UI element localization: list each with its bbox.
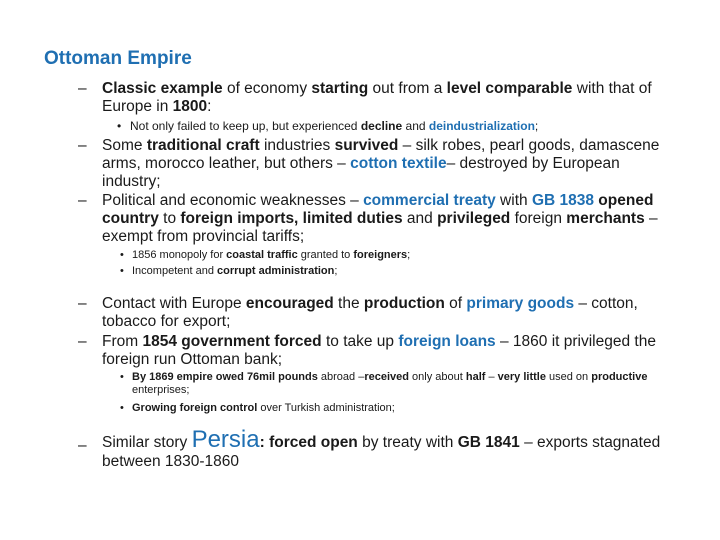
text-strong: production — [363, 295, 445, 312]
text-highlight: foreign loans — [398, 333, 496, 350]
text: only about — [408, 371, 466, 383]
dash-marker: – — [78, 333, 87, 350]
text: From — [102, 333, 143, 350]
text-strong: 1800 — [172, 98, 208, 115]
text: ; — [534, 119, 539, 133]
text: over Turkish administration; — [257, 402, 395, 414]
text-highlight: cotton textile — [350, 155, 447, 172]
text: – exports stagnated between 1830-1860 — [102, 434, 661, 470]
text-strong: half — [465, 371, 486, 383]
text-strong: 1854 government forced — [142, 333, 322, 350]
text: ; — [407, 249, 411, 261]
text-strong: level comparable — [446, 80, 573, 97]
text: – 1860 it privileged the foreign run Ottoman bank; — [102, 333, 656, 368]
dash-marker: – — [78, 437, 87, 454]
text: – exempt from provincial tariffs; — [102, 210, 658, 245]
text-strong: Growing foreign control — [132, 402, 258, 414]
text-strong: merchants — [566, 210, 645, 227]
text-strong: privileged — [437, 210, 511, 227]
text: 1856 monopoly for — [132, 249, 227, 261]
point-traditional-craft — [78, 137, 682, 191]
point-classic-example — [78, 80, 682, 116]
dash-marker: – — [78, 80, 87, 97]
text: Contact with Europe — [102, 295, 246, 312]
text: and — [402, 119, 429, 133]
subpoint-corrupt-administration — [120, 265, 692, 278]
text-highlight: GB 1838 — [531, 192, 594, 209]
text: the — [333, 295, 364, 312]
text: by treaty with — [357, 434, 458, 451]
text-highlight: deindustrialization — [428, 119, 535, 133]
text: of economy — [222, 80, 312, 97]
text: – cotton, tobacco for export; — [102, 295, 638, 330]
bullet-marker: • — [120, 371, 124, 383]
text: Incompetent and — [132, 265, 218, 277]
text: Political and economic weaknesses – — [102, 192, 364, 209]
text-strong: received — [364, 371, 409, 383]
subpoint-empire-debt — [120, 371, 682, 397]
text: out from a — [368, 80, 447, 97]
text-strong: starting — [311, 80, 369, 97]
text: – destroyed by European industry; — [102, 155, 620, 190]
persia-highlight: Persia — [191, 426, 260, 453]
text-strong: opened country — [102, 192, 654, 227]
text: – — [485, 371, 498, 383]
text-strong: foreign imports, limited duties — [180, 210, 403, 227]
dash-marker: – — [78, 295, 87, 312]
text-strong: productive — [591, 371, 648, 383]
text: to — [158, 210, 181, 227]
text: abroad – — [317, 371, 365, 383]
text-strong: survived — [334, 137, 399, 154]
dash-marker: – — [78, 192, 87, 209]
text: enterprises; — [132, 384, 190, 396]
text: industries — [259, 137, 335, 154]
text: foreign — [510, 210, 567, 227]
text: Not only failed to keep up, but experienced — [130, 119, 361, 133]
text-strong: : — [259, 434, 270, 451]
point-persia — [78, 426, 682, 471]
text-strong: decline — [360, 119, 403, 133]
text-strong: coastal traffic — [226, 249, 298, 261]
text: – silk robes, pearl goods, damascene arms, morocco leather, but others – — [102, 137, 660, 172]
text-highlight: primary goods — [466, 295, 575, 312]
point-foreign-loans — [78, 333, 682, 369]
point-contact-europe — [78, 295, 682, 331]
text: Some — [102, 137, 147, 154]
text: to take up — [321, 333, 399, 350]
slide-title: Ottoman Empire — [44, 48, 192, 69]
text-strong: Classic example — [102, 80, 223, 97]
text-strong: forced open — [269, 434, 358, 451]
text: and — [402, 210, 438, 227]
text-highlight: commercial treaty — [363, 192, 496, 209]
text-strong: foreigners — [353, 249, 408, 261]
bullet-marker: • — [120, 249, 124, 261]
text: Similar story — [102, 434, 192, 451]
text-strong: very little — [497, 371, 546, 383]
text-strong: encouraged — [245, 295, 334, 312]
subpoint-foreign-control — [120, 402, 692, 415]
point-political-weaknesses — [78, 192, 682, 246]
text: used on — [545, 371, 592, 383]
text: of — [444, 295, 467, 312]
text-strong: traditional craft — [146, 137, 260, 154]
dash-marker: – — [78, 137, 87, 154]
text-strong: corrupt administration — [217, 265, 335, 277]
bullet-marker: • — [117, 119, 122, 133]
subpoint-coastal-monopoly — [120, 249, 692, 262]
text: ; — [334, 265, 338, 277]
text: : — [207, 98, 212, 115]
text-strong: By 1869 empire owed 76mil pounds — [132, 371, 318, 383]
text-strong: GB 1841 — [457, 434, 520, 451]
bullet-marker: • — [120, 402, 124, 414]
subpoint-decline — [117, 119, 690, 133]
text: with that of Europe in — [102, 80, 652, 115]
text: granted to — [297, 249, 354, 261]
bullet-marker: • — [120, 265, 124, 277]
text: with — [495, 192, 532, 209]
